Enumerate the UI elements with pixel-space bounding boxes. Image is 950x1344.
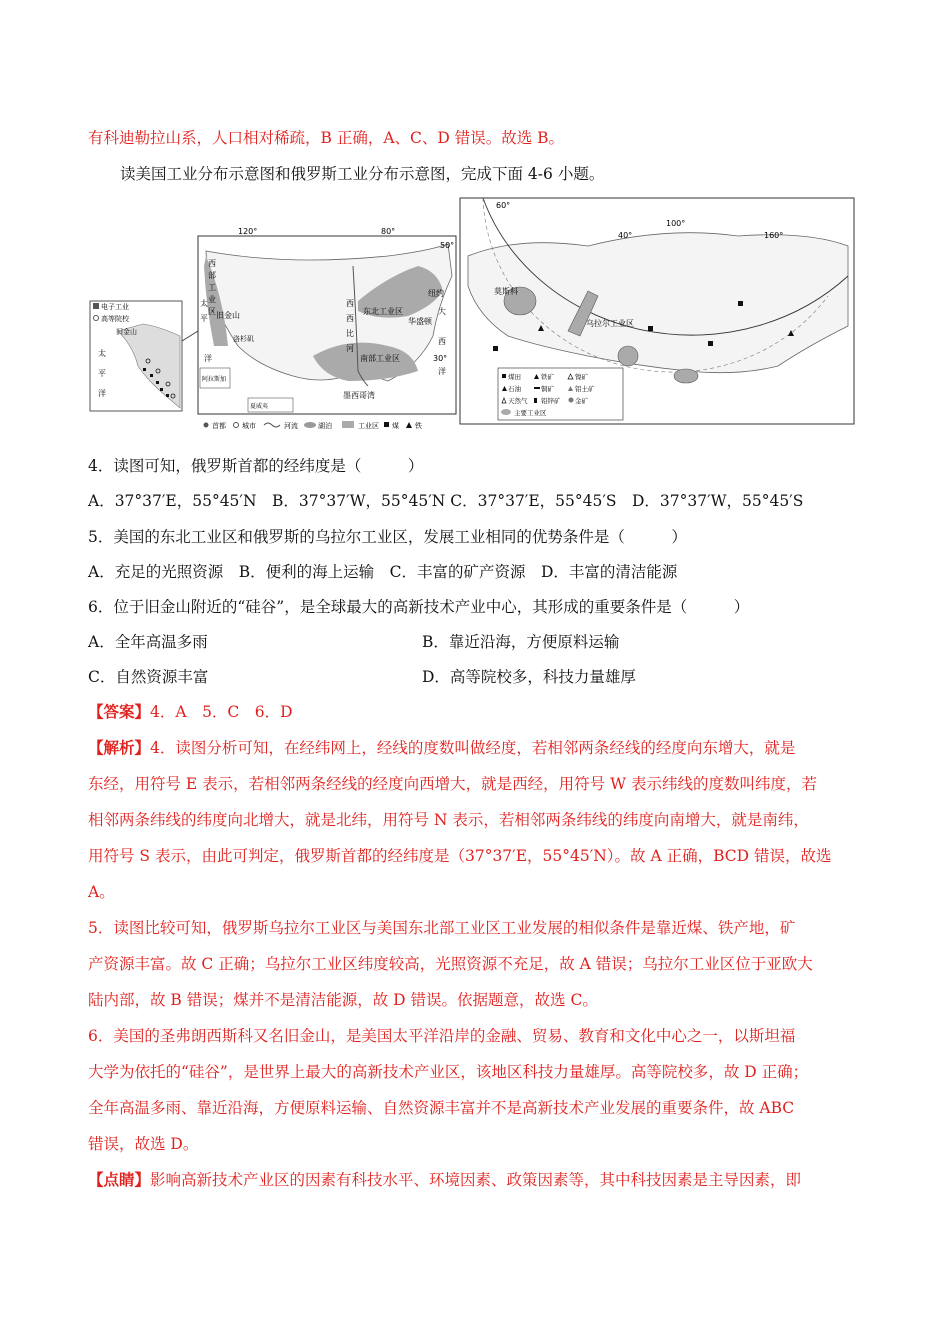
us-label: 西 xyxy=(208,259,216,268)
text-line: 有科迪勒拉山系，人口相对稀疏，B 正确，A、C、D 错误。故选 B。 xyxy=(88,129,565,147)
lon-120: 120° xyxy=(238,227,258,236)
us-label: 西 xyxy=(438,337,446,346)
legend-electronics: 电子工业 xyxy=(101,303,129,311)
us-label-south: 南部工业区 xyxy=(360,354,400,363)
us-map xyxy=(198,227,456,430)
ru-lon-100: 100° xyxy=(666,219,686,228)
ru-legend: 镍矿 xyxy=(575,373,588,381)
ru-label-moscow: 莫斯科 xyxy=(494,287,518,296)
ru-legend: 铁矿 xyxy=(541,373,554,381)
analysis-text: 6．美国的圣弗朗西斯科又名旧金山，是美国太平洋沿岸的金融、贸易、教育和文化中心之一，以斯坦福 xyxy=(88,1027,796,1045)
option-6a: A．全年高温多雨 xyxy=(88,633,208,651)
ru-legend: 石油 xyxy=(508,385,521,393)
inset-label: 洋 xyxy=(98,389,106,398)
analysis-text: 全年高温多雨、靠近沿海，方便原料运输、自然资源丰富并不是高新技术产业发展的重要条件，故 ABC xyxy=(88,1099,795,1117)
tip-line xyxy=(88,1170,868,1190)
us-label-dc: 华盛顿 xyxy=(408,317,432,326)
ru-lon-60: 60° xyxy=(496,201,511,210)
answer-tag: 【答案】 xyxy=(88,702,151,721)
us-legend-city: 城市 xyxy=(242,422,256,430)
us-label: 太 xyxy=(200,299,208,308)
us-label: 西 xyxy=(346,314,354,323)
us-label-sf: 旧金山 xyxy=(216,311,240,320)
analysis-tag: 【解析】 xyxy=(88,738,151,757)
question-6: 6．位于旧金山附近的“硅谷”，是全球最大的高新技术产业中心，其形成的重要条件是（ ） xyxy=(88,598,750,616)
inset-label-sf: 旧金山 xyxy=(116,328,137,336)
us-label-la: 洛杉矶 xyxy=(233,335,254,343)
us-label-alaska: 阿拉斯加 xyxy=(202,376,227,383)
us-label-ne: 东北工业区 xyxy=(363,307,403,316)
analysis-text: 5．读图比较可知，俄罗斯乌拉尔工业区与美国东北部工业区工业发展的相似条件是靠近煤、铁产地，矿 xyxy=(88,919,796,937)
inset-label: 平 xyxy=(98,369,106,378)
analysis-text: 4．读图分析可知，在经纬网上，经线的度数叫做经度，若相邻两条经线的经度向东增大，就是 xyxy=(150,739,796,757)
us-label: 洋 xyxy=(438,367,446,376)
us-legend-lake: 湖泊 xyxy=(318,422,332,430)
analysis-text: 相邻两条纬线的纬度向北增大，就是北纬，用符号 N 表示，若相邻两条纬线的纬度向南增大，就是南纬， xyxy=(88,811,809,829)
lon-80: 80° xyxy=(381,227,396,236)
question-5: 5．美国的东北工业区和俄罗斯的乌拉尔工业区，发展工业相同的优势条件是（ ） xyxy=(88,528,687,546)
inset-label: 太 xyxy=(98,349,106,358)
us-label: 业 xyxy=(208,295,216,304)
ru-legend: 金矿 xyxy=(575,397,588,405)
ru-legend: 主要工业区 xyxy=(514,409,547,417)
ru-lon-160: 160° xyxy=(764,231,784,240)
answer-line xyxy=(88,702,868,722)
us-label: 平 xyxy=(200,314,208,323)
us-legend-coal: 煤 xyxy=(392,422,399,430)
ru-label-ural: 乌拉尔工业区 xyxy=(586,319,634,328)
us-label-gulf: 墨西哥湾 xyxy=(343,391,375,400)
us-label: 比 xyxy=(346,329,354,338)
lat-30: 30° xyxy=(433,354,448,363)
tip-text: 影响高新技术产业区的因素有科技水平、环境因素、政策因素等，其中科技因素是主导因素，即 xyxy=(150,1171,802,1189)
ru-legend: 铜矿 xyxy=(541,385,554,393)
answer-text: 4．A 5．C 6．D xyxy=(150,703,293,721)
us-label-hawaii: 夏威夷 xyxy=(250,403,269,410)
analysis-text: 东经，用符号 E 表示，若相邻两条经线的经度向西增大，就是西经，用符号 W 表示纬线的度数叫纬度，若 xyxy=(88,775,817,793)
us-label: 部 xyxy=(208,271,216,280)
analysis-text: 大学为依托的“硅谷”，是世界上最大的高新技术产业区，该地区科技力量雄厚。高等院校多，故 D 正确； xyxy=(88,1063,809,1081)
russia-map xyxy=(460,198,854,424)
us-label: 洋 xyxy=(204,354,212,363)
us-legend-river: 河流 xyxy=(284,422,298,430)
us-label: 区 xyxy=(208,307,216,316)
ru-legend: 天然气 xyxy=(508,397,528,405)
option-6b: B．靠近沿海，方便原料运输 xyxy=(422,633,620,651)
maps-figure xyxy=(88,196,858,436)
us-legend-capital: 首都 xyxy=(212,422,226,430)
ru-legend: 煤田 xyxy=(508,373,521,381)
analysis-line xyxy=(88,738,868,758)
ru-legend: 铝土矿 xyxy=(575,385,595,393)
analysis-text: 陆内部，故 B 错误；煤并不是清洁能源，故 D 错误。依据题意，故选 C。 xyxy=(88,991,598,1009)
option-6d: D．高等院校多，科技力量雄厚 xyxy=(422,668,636,686)
question-5-options: A．充足的光照资源 B．便利的海上运输 C．丰富的矿产资源 D．丰富的清洁能源 xyxy=(88,563,678,581)
tip-tag: 【点睛】 xyxy=(88,1170,151,1189)
us-legend-iron: 铁 xyxy=(415,422,422,430)
us-label: 西 xyxy=(346,299,354,308)
ru-lon-40: 40° xyxy=(618,231,633,240)
question-4-options: A．37°37′E，55°45′N B．37°37′W，55°45′N C．37°37′E，55°45′S D．37°37′W，55°45′S xyxy=(88,492,804,510)
us-label: 河 xyxy=(346,344,354,353)
intro-text: 读美国工业分布示意图和俄罗斯工业分布示意图，完成下面 4-6 小题。 xyxy=(120,165,605,183)
inset-map xyxy=(90,301,206,411)
lon-50: 50° xyxy=(440,241,455,250)
question-4: 4．读图可知，俄罗斯首都的经纬度是（ ） xyxy=(88,457,424,475)
us-legend-industry: 工业区 xyxy=(358,422,379,430)
option-6c: C．自然资源丰富 xyxy=(88,668,209,686)
analysis-text: 产资源丰富。故 C 正确；乌拉尔工业区纬度较高，光照资源不充足，故 A 错误；乌拉尔工业区位于亚欧大 xyxy=(88,955,813,973)
analysis-text: 错误，故选 D。 xyxy=(88,1135,199,1153)
us-label-ny: 纽约 xyxy=(428,289,444,298)
analysis-text: 用符号 S 表示，由此可判定，俄罗斯首都的经纬度是（37°37′E，55°45′N）。故 A 正确，BCD 错误，故选 xyxy=(88,847,832,865)
us-label: 大 xyxy=(438,307,446,316)
us-label: 工 xyxy=(208,283,216,292)
legend-university: 高等院校 xyxy=(101,315,129,323)
ru-legend: 铅锌矿 xyxy=(541,397,561,405)
analysis-text: A。 xyxy=(88,883,115,901)
